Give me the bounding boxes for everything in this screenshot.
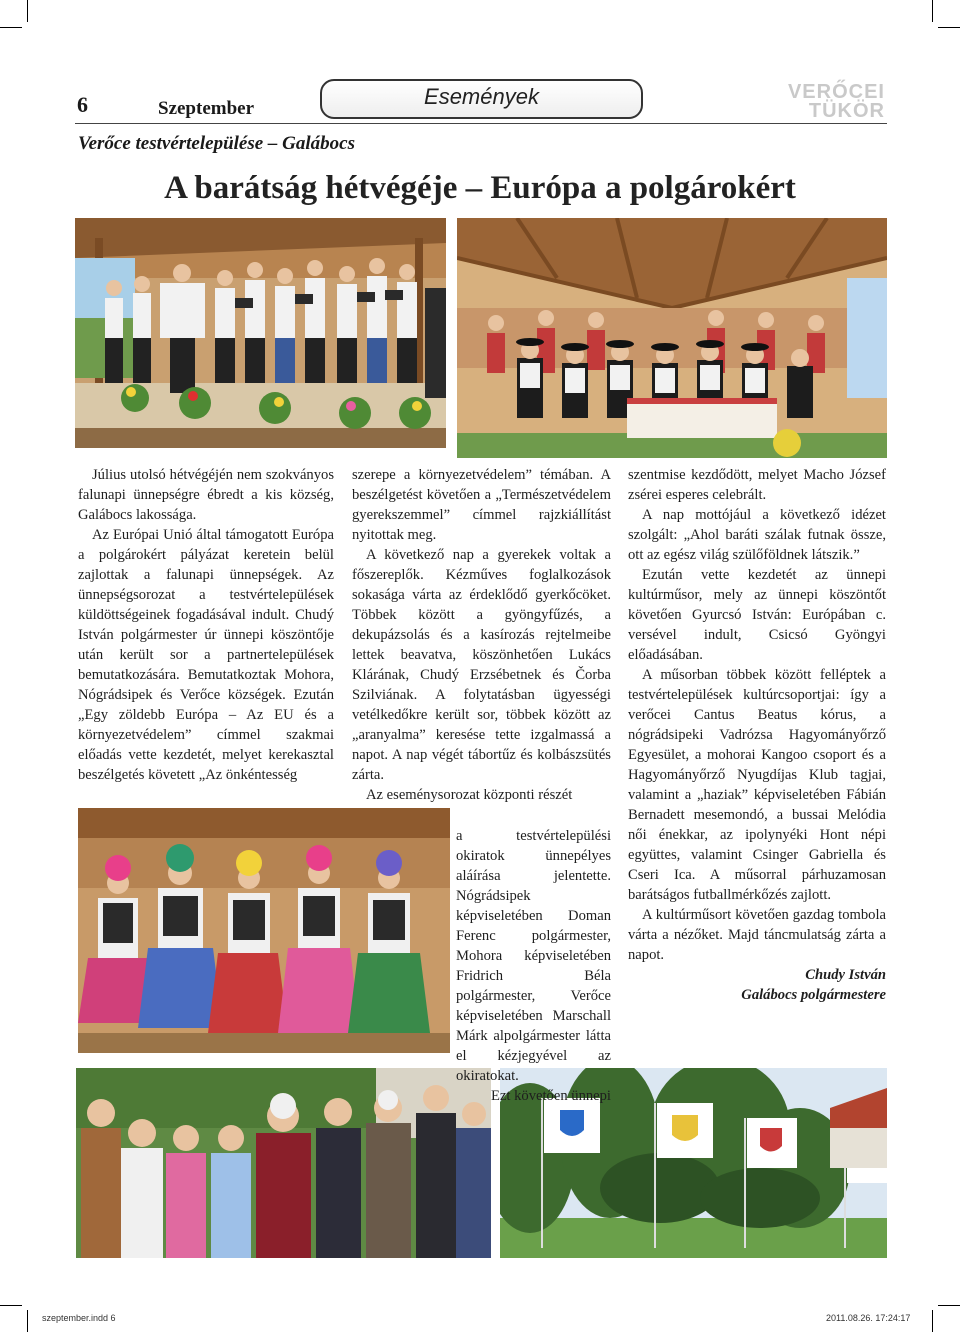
crop-mark bbox=[27, 0, 28, 22]
article-column-2 bbox=[352, 465, 611, 805]
article-column-3 bbox=[628, 465, 886, 1005]
magazine-logo bbox=[752, 83, 885, 121]
author-name: Chudy István bbox=[805, 967, 886, 983]
logo-line1: VERŐCEI bbox=[787, 81, 885, 103]
photo-audience bbox=[76, 1068, 491, 1258]
photo-folk-ensemble bbox=[457, 218, 887, 458]
logo-line2: TÜKÖR bbox=[808, 100, 885, 122]
article-title: A barátság hétvégéje – Európa a polgárokért bbox=[164, 170, 796, 206]
paragraph: szerepe a környezetvédelem” témában. A beszélgetést követően a „Természetvédelem gyerekszemmel” címmel rajzkiállítást nyitottak meg. bbox=[352, 467, 611, 543]
header-rule bbox=[75, 123, 887, 124]
photo-choir-stage bbox=[75, 218, 446, 448]
paragraph: A nap mottójául a következő idézet szolgált: „Ahol baráti szálak futnak össze, ott az egész világ szülőföldnek látszik.” bbox=[628, 507, 886, 563]
paragraph: Ezután vette kezdetét az ünnepi kultúrműsor, mely az ünnepi köszöntőt követően Gyurcsó István: Európában c. versével indult, Csicsó Gyöngyi előadásában. bbox=[628, 567, 886, 663]
paragraph: Az eseménysorozat központi részét bbox=[366, 787, 573, 803]
file-slug: szeptember.indd 6 bbox=[42, 1313, 116, 1323]
page-number: 6 bbox=[77, 92, 88, 117]
paragraph: A kultúrműsort követően gazdag tombola várta a nézőket. Majd táncmulatság zárta a napot. bbox=[628, 907, 886, 963]
paragraph: szentmise kezdődött, melyet Macho József zsérei esperes celebrált. bbox=[628, 467, 886, 503]
paragraph: a testvértelepülési okiratok ünnepélyes aláírása jelentette. Nógrádsipek képviseletében Doman Ferenc polgármester, Mohora képviseletében Fridrich Béla polgármester, Verőce képviseletében Marschall Márk alpolgármester látta el kézjegyével az okiratokat. bbox=[456, 828, 611, 1084]
author-title: Galábocs polgármestere bbox=[741, 987, 886, 1003]
crop-mark bbox=[938, 27, 960, 28]
photo-folk-dancers bbox=[78, 808, 450, 1053]
crop-mark bbox=[938, 1305, 960, 1306]
paragraph: A műsorban többek között felléptek a testvértelepülések kultúrcsoportjai: így a verőcei Cantus Beatus kórus, a nógrádsipeki Vadrózsa Hagyományőrző Egyesület, a mohorai Kangoo csoport és a Hagyományőrző Nyugdíjas Klub tagjai, valamint a „haziak” képviseletében Fábián Bernadett mesemondó, a bussai Melódia női énekkar, az ipolynyéki Hont népi együttes, valamint Csinger Gabriella és Cseri Ica. A műsorral párhuzamosan barátságos futballmérkőzés zajlott. bbox=[628, 667, 886, 903]
paragraph: Július utolsó hétvégéjén nem szokványos falunapi ünnepségre ébredt a kis község, Galábocs lakossága. bbox=[78, 467, 334, 523]
crop-mark bbox=[932, 1310, 933, 1332]
issue-month: Szeptember bbox=[158, 98, 255, 119]
paragraph: A következő nap a gyerekek voltak a főszereplők. Kézműves foglalkozások sokasága várta az érdeklődő gyerkőcöket. Többek között a gyöngyfűzés, a dekupázsolás és a kasírozás rejtelmeibe lettek beavatva, köszönhetően Lukács Klárának, Chudý Erzsébetnek és Čorba Szilviának. A folytatásban ügyességi vetélkedőkre került sor, többek között az „aranyalma” keresése tette izgalmassá a napot. A nap végét tábortűz és kolbászsütés zárta. bbox=[352, 547, 611, 783]
section-label: Események bbox=[424, 84, 539, 109]
crop-mark bbox=[0, 27, 22, 28]
article-column-2-wrap bbox=[456, 826, 611, 1106]
print-timestamp: 2011.08.26. 17:24:17 bbox=[826, 1313, 911, 1323]
crop-mark bbox=[0, 1305, 22, 1306]
article-column-1 bbox=[78, 465, 334, 785]
crop-mark bbox=[27, 1310, 28, 1332]
paragraph: Az Európai Unió által támogatott Európa a polgárokért pályázat keretein belül zajlottak a falunapi ünnepségek. Az ünnepségsorozat a testvértelepülések küldöttségeinek fogadásával indult. Chudý István polgármester úr ünnepi köszöntője után került sor a partnertelepülések bemutatkozására. Bemutatkoztak Mohora, Nógrádsipek és Verőce községek. Ezután „Egy zöldebb Európa – Az EU és a környezetvédelem” címmel szakmai előadás vette kezdetét, melyet kerekasztal beszélgetés követett „Az önkéntesség bbox=[78, 527, 334, 783]
paragraph: Ezt követően ünnepi bbox=[491, 1088, 611, 1104]
article-kicker: Verőce testvértelepülése – Galábocs bbox=[78, 133, 356, 154]
crop-mark bbox=[932, 0, 933, 22]
